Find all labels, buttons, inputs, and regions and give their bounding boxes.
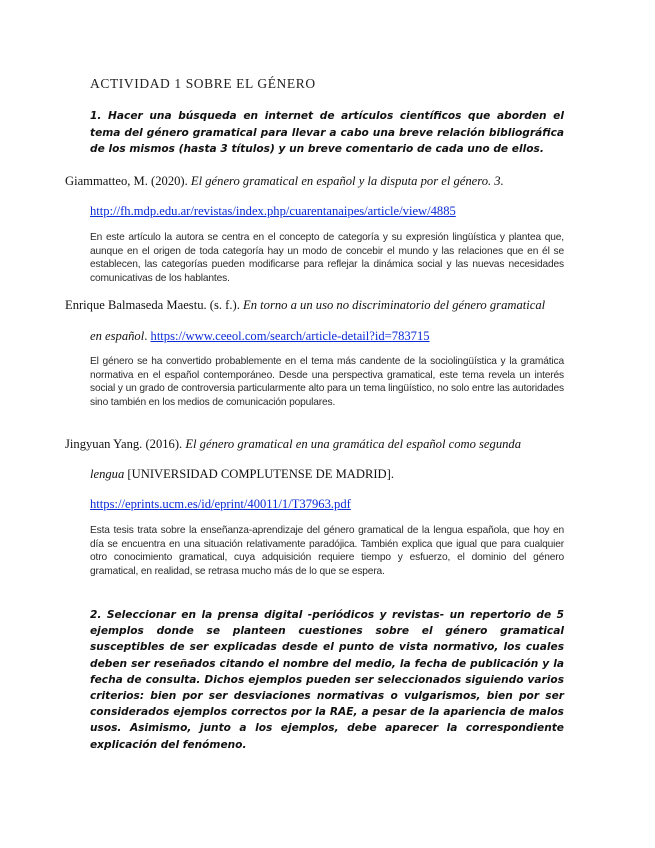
reference-3-title-cont: lengua [90,467,125,481]
reference-1-summary: En este artículo la autora se centra en el concepto de categoría y su expresión lingüística y plantea que, aunque en el origen de toda categoría hay un modo de concebir el mundo y las relaciones que en él se establecen, las categorías pueden modificarse para reflejar la dinámica social y las nuevas necesidades comunicativas de los hablantes. [90,232,564,285]
reference-3-summary: Esta tesis trata sobre la enseñanza-aprendizaje del género gramatical de la lengua española, que hoy en día se encuentra en una situación relativamente paradójica. También explica que igual que para cualquier otro conocimiento gramatical, cuya adquisición requiere tiempo y esfuerzo, el dominio del género gramatical, en realidad, se retrasa mucho más de lo que se espera. [90,525,564,578]
reference-1-author: Giammatteo, M. (2020). [65,174,191,188]
task-1-instructions: 1. Hacer una búsqueda en internet de artículos científicos que aborden el tema del género gramatical para llevar a cabo una breve relación bibliográfica de los mismos (hasta 3 títulos) y un breve comentario de cada uno de ellos. [90,110,564,156]
task-2-instructions: 2. Seleccionar en la prensa digital -periódicos y revistas- un repertorio de 5 ejemplos donde se planteen cuestiones sobre el género gramatical susceptibles de ser explicadas desde el punto de vista normativo, los cuales deben ser reseñados citando el nombre del medio, la fecha de publicación y la fecha de consulta. Dichos ejemplos pueden ser seleccionados siguiendo varios criterios: bien por ser desviaciones normativas o vulgarismos, bien por ser considerados ejemplos correctos por la RAE, a pesar de la apariencia de malos usos. Asimismo, junto a los ejemplos, debe aparecer la correspondiente explicación del fenómeno. [90,609,564,751]
reference-1-link-line [90,204,610,219]
reference-3-link-line [90,497,610,512]
reference-2-link-line [90,329,610,344]
reference-1-citation [65,174,605,189]
reference-2-separator: . [144,329,151,343]
reference-2-summary: El género se ha convertido probablemente en el tema más candente de la sociolingüística y la gramática normativa en el español contemporáneo. Desde una perspectiva gramatical, este tema revela un interés social y un grado de controversia particularmente alto para un tema lingüístico, no solo entre las autoridades sino también en los medios de comunicación populares. [90,356,564,409]
reference-2-author: Enrique Balmaseda Maestu. (s. f.). [65,298,244,312]
reference-1-title: El género gramatical en español y la disputa por el género. 3. [190,174,504,188]
reference-3-link[interactable]: https://eprints.ucm.es/id/eprint/40011/1/T37963.pdf [90,497,351,511]
reference-3-author: Jingyuan Yang. (2016). [65,437,186,451]
document-title: ACTIVIDAD 1 SOBRE EL GÉNERO [90,76,316,91]
reference-2-title-cont: en español [90,329,145,343]
reference-3-title-line [90,467,610,482]
reference-1-link[interactable]: http://fh.mdp.edu.ar/revistas/index.php/cuarentanaipes/article/view/4885 [90,204,456,218]
reference-3-citation [65,437,605,452]
reference-2-link[interactable]: https://www.ceeol.com/search/article-detail?id=783715 [150,329,430,343]
reference-2-title: En torno a un uso no discriminatorio del género gramatical [243,298,546,312]
reference-3-title: El género gramatical en una gramática del español como segunda [185,437,522,451]
reference-2-citation [65,298,605,313]
reference-3-institution: [UNIVERSIDAD COMPLUTENSE DE MADRID]. [124,467,394,481]
